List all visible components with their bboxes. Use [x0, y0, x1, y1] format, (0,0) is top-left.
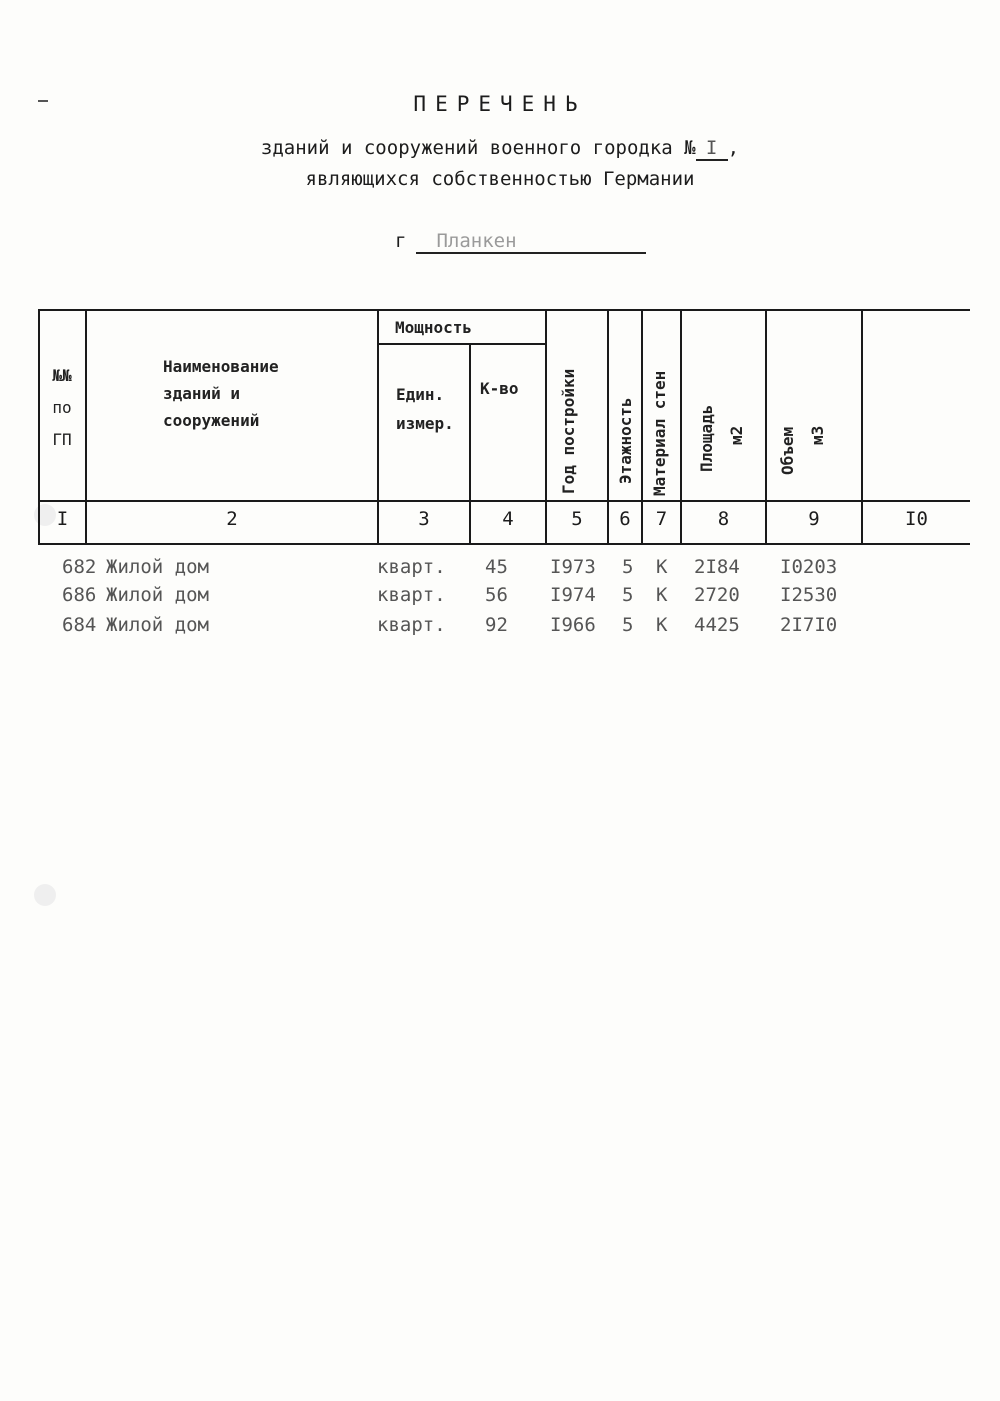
header-qty: К-во [480, 379, 519, 398]
cell-name: Жилой дом [106, 584, 209, 606]
cell-area: 2720 [694, 584, 740, 606]
column-number: 9 [808, 508, 820, 530]
column-number: 3 [418, 508, 430, 530]
cell-area: 4425 [694, 614, 740, 636]
city-line [395, 230, 646, 254]
header-year: Год постройки [559, 368, 578, 494]
cell-qty: 92 [485, 614, 508, 636]
city-label: г [395, 230, 407, 252]
column-number: 7 [655, 508, 668, 530]
cell-year: I973 [550, 556, 596, 578]
column-number: 2 [226, 508, 238, 530]
header-area-unit: м2 [727, 425, 746, 445]
header-name: Наименование зданий и сооружений [163, 357, 279, 430]
document-subtitle-line1 [0, 137, 1000, 161]
subtitle-prefix: зданий и сооружений военного городка № [260, 137, 696, 159]
punch-hole [34, 884, 56, 906]
cell-volume: I0203 [780, 556, 838, 578]
document-title: ПЕРЕЧЕНЬ [413, 92, 587, 116]
subtitle-suffix: , [727, 137, 740, 159]
table-row [0, 556, 1000, 582]
column-number: 8 [717, 508, 730, 530]
cell-qty: 56 [485, 584, 508, 606]
header-material: Материал стен [650, 370, 669, 496]
column-number: 6 [619, 508, 631, 530]
header-power: Мощность [395, 318, 473, 337]
garrison-number: I [696, 137, 728, 161]
cell-year: I974 [550, 584, 596, 606]
header-floors: Этажность [616, 397, 635, 484]
cell-qty: 45 [485, 556, 508, 578]
column-number: I0 [905, 508, 928, 530]
cell-material: К [656, 614, 668, 636]
column-number: 4 [502, 508, 514, 530]
cell-floors: 5 [622, 584, 634, 606]
cell-material: К [656, 584, 668, 606]
header-unit: Един. измер. [396, 385, 454, 433]
cell-unit: кварт. [377, 556, 446, 578]
city-value: Планкен [416, 230, 646, 254]
header-volume: Объем [778, 426, 797, 475]
cell-gp: 684 [62, 614, 97, 636]
table-row [0, 614, 1000, 640]
column-number: 5 [571, 508, 583, 530]
cell-name: Жилой дом [106, 556, 209, 578]
cell-floors: 5 [622, 556, 634, 578]
cell-gp: 682 [62, 556, 97, 578]
header-volume-unit: м3 [808, 425, 827, 445]
cell-volume: 2I7I0 [780, 614, 838, 636]
header-area: Площадь [697, 404, 716, 472]
cell-year: I966 [550, 614, 596, 636]
column-number: I [56, 508, 69, 530]
header-gp: №№ по ГП [52, 366, 72, 449]
table-row [0, 584, 1000, 610]
cell-unit: кварт. [377, 614, 446, 636]
cell-area: 2I84 [694, 556, 740, 578]
cell-name: Жилой дом [106, 614, 209, 636]
cell-volume: I2530 [780, 584, 838, 606]
cell-gp: 686 [62, 584, 97, 606]
cell-unit: кварт. [377, 584, 446, 606]
cell-floors: 5 [622, 614, 634, 636]
cell-material: К [656, 556, 668, 578]
document-subtitle-line2: являющихся собственностью Германии [305, 168, 695, 190]
